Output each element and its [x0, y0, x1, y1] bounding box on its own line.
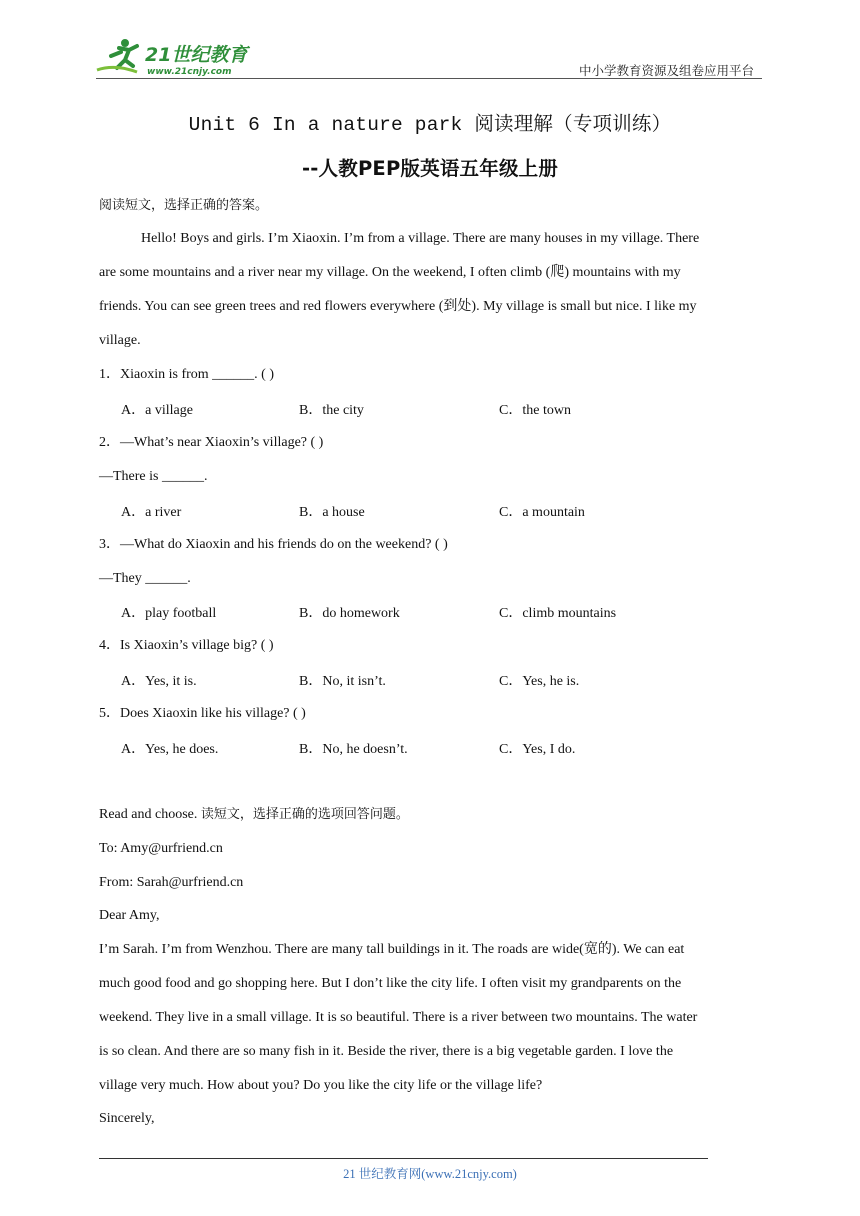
letter-line: village very much. How about you? Do you like the city life or the village life?	[99, 1078, 543, 1093]
section2-instruction-en: Read and choose.	[99, 807, 198, 822]
email-from: From: Sarah@urfriend.cn	[99, 875, 244, 890]
email-to: To: Amy@urfriend.cn	[99, 841, 223, 856]
letter-line: much good food and go shopping here. But I don’t like the city life. I often visit my grandparents on the	[99, 976, 682, 991]
option-a: A．a village	[121, 403, 193, 418]
header-divider	[96, 78, 762, 79]
footer-divider	[99, 1158, 708, 1159]
logo-text: 21世纪教育	[145, 44, 248, 66]
option-a: A．play football	[121, 606, 217, 621]
page-subtitle: --人教PEP版英语五年级上册	[301, 157, 559, 180]
option-b: B．No, he doesn’t.	[299, 742, 408, 757]
letter-line: is so clean. And there are so many fish in it. Beside the river, there is a big vegetable garden. I love the	[99, 1044, 674, 1059]
section2-instruction	[99, 805, 409, 825]
question-2-answer-stem: —There is ______.	[99, 469, 208, 484]
passage-line: Hello! Boys and girls. I’m Xiaoxin. I’m from a village. There are many houses in my village. There	[141, 231, 700, 246]
logo-url: www.21cnjy.com	[147, 67, 232, 77]
letter-greeting: Dear Amy,	[99, 908, 160, 923]
question-1: 1．Xiaoxin is from ______. ( )	[99, 367, 274, 382]
option-b: B．the city	[299, 403, 364, 418]
option-a: A．a river	[121, 505, 182, 520]
option-c: C．Yes, he is.	[499, 674, 580, 689]
option-a: A．Yes, he does.	[121, 742, 219, 757]
option-c: C．Yes, I do.	[499, 742, 576, 757]
letter-line: weekend. They live in a small village. It is so beautiful. There is a river between two mountains. The water	[99, 1010, 698, 1025]
section1-instruction: 阅读短文，选择正确的答案。	[99, 198, 269, 213]
section2-instruction-zh: 读短文，选择正确的选项回答问题。	[200, 807, 409, 822]
question-4: 4．Is Xiaoxin’s village big? ( )	[99, 638, 274, 653]
page-title: Unit 6 In a nature park 阅读理解（专项训练）	[188, 114, 672, 136]
option-c: C．climb mountains	[499, 606, 617, 621]
letter-line: I’m Sarah. I’m from Wenzhou. There are many tall buildings in it. The roads are wide(宽的). We can eat	[99, 942, 685, 957]
passage-line: friends. You can see green trees and red flowers everywhere (到处). My village is small but nice. I like my	[99, 299, 697, 314]
letter-closing: Sincerely,	[99, 1111, 155, 1126]
option-c: C．the town	[499, 403, 571, 418]
option-a: A．Yes, it is.	[121, 674, 197, 689]
passage-line: are some mountains and a river near my village. On the weekend, I often climb (爬) mountains with my	[99, 265, 681, 280]
question-3-answer-stem: —They ______.	[99, 571, 191, 586]
site-logo	[95, 36, 260, 78]
header-platform-text: 中小学教育资源及组卷应用平台	[578, 63, 754, 78]
footer-link[interactable]: 21 世纪教育网(www.21cnjy.com)	[343, 1167, 517, 1181]
option-b: B．a house	[299, 505, 365, 520]
question-5: 5．Does Xiaoxin like his village? ( )	[99, 706, 306, 721]
question-2: 2．—What’s near Xiaoxin’s village? ( )	[99, 435, 324, 450]
passage-line: village.	[99, 333, 141, 348]
option-b: B．do homework	[299, 606, 400, 621]
option-c: C．a mountain	[499, 505, 585, 520]
option-b: B．No, it isn’t.	[299, 674, 386, 689]
question-3: 3．—What do Xiaoxin and his friends do on the weekend? ( )	[99, 537, 448, 552]
